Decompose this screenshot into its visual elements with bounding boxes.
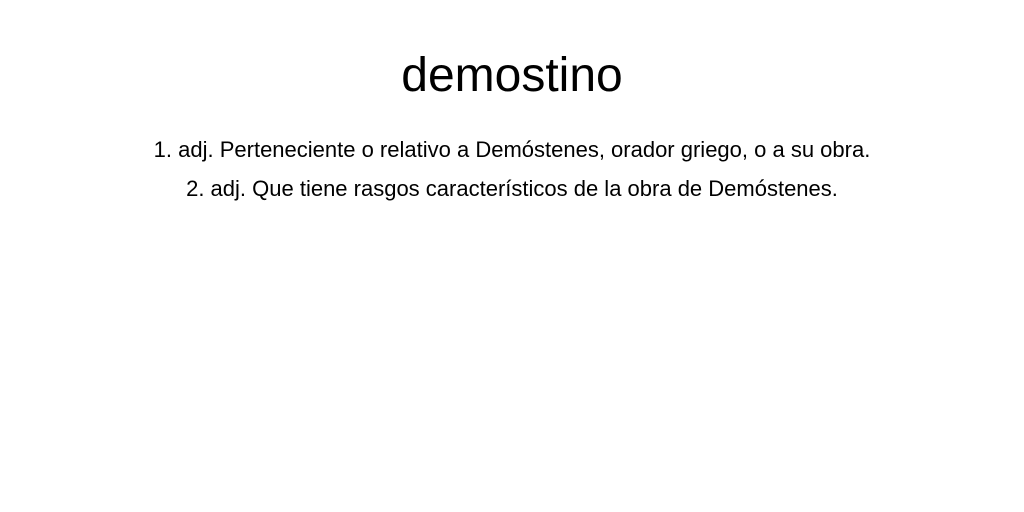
definitions-list xyxy=(0,130,1024,208)
definition-1: 1. adj. Perteneciente o relativo a Demóstenes, orador griego, o a su obra. xyxy=(153,137,871,162)
definition-2: 2. adj. Que tiene rasgos característicos de la obra de Demóstenes. xyxy=(186,176,838,201)
entry-headword: demostino xyxy=(401,49,623,102)
